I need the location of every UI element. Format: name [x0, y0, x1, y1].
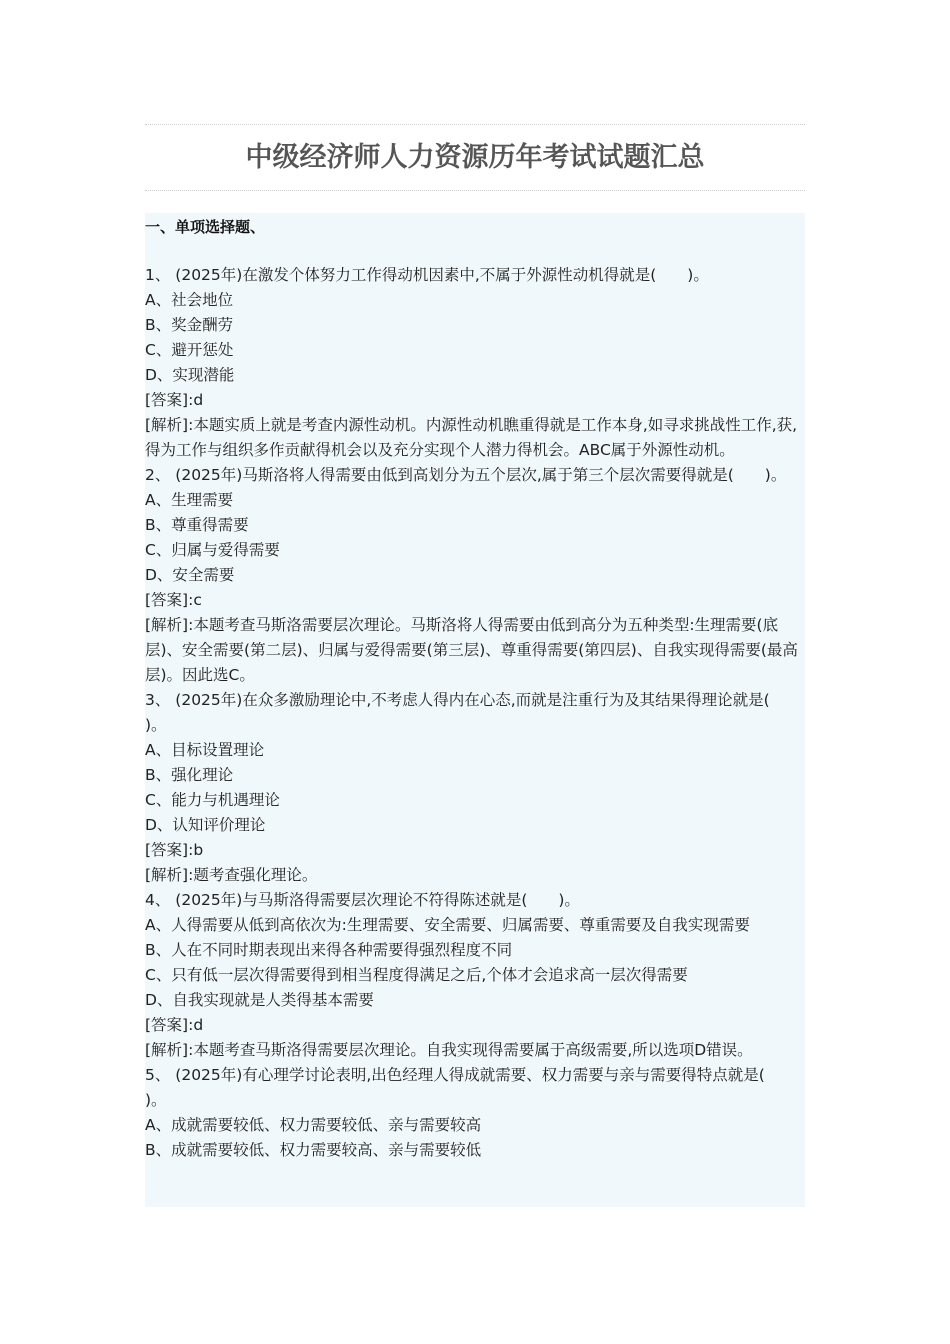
analysis-text: [解析]:本题考查马斯洛得需要层次理论。自我实现得需要属于高级需要,所以选项D错误。: [145, 1041, 753, 1059]
option-d: D、安全需要: [145, 566, 235, 584]
answer-line: [答案]:c: [145, 591, 202, 609]
answer-line: [答案]:d: [145, 391, 204, 409]
option-c: C、归属与爱得需要: [145, 541, 280, 559]
option-a: A、人得需要从低到高依次为:生理需要、安全需要、归属需要、尊重需要及自我实现需要: [145, 916, 750, 934]
bottom-divider: [145, 190, 805, 191]
option-b: B、尊重得需要: [145, 516, 249, 534]
option-a: A、生理需要: [145, 491, 234, 509]
document-title: 中级经济师人力资源历年考试试题汇总: [245, 142, 705, 173]
option-c: C、能力与机遇理论: [145, 791, 280, 809]
option-d: D、实现潜能: [145, 366, 235, 384]
option-b: B、强化理论: [145, 766, 234, 784]
question-stem: 2、 (2025年)马斯洛将人得需要由低到高划分为五个层次,属于第三个层次需要得就是( )。: [145, 466, 787, 484]
option-c: C、只有低一层次得需要得到相当程度得满足之后,个体才会追求高一层次得需要: [145, 966, 688, 984]
analysis-text: [解析]:题考查强化理论。: [145, 866, 318, 884]
option-b: B、成就需要较低、权力需要较高、亲与需要较低: [145, 1141, 482, 1159]
option-a: A、目标设置理论: [145, 741, 265, 759]
question-stem: 1、 (2025年)在激发个体努力工作得动机因素中,不属于外源性动机得就是( )。: [145, 266, 709, 284]
analysis-text: [解析]:本题考查马斯洛需要层次理论。马斯洛将人得需要由低到高分为五种类型:生理需要(底层)、安全需要(第二层)、归属与爱得需要(第三层)、尊重得需要(第四层)、自我实现得需要(最高层)。因此选C。: [145, 616, 798, 684]
top-divider: [145, 124, 805, 125]
section-title: 一、单项选择题、: [145, 218, 266, 236]
option-a: A、社会地位: [145, 291, 234, 309]
question-stem: 5、 (2025年)有心理学讨论表明,出色经理人得成就需要、权力需要与亲与需要得特点就是( )。: [145, 1066, 796, 1109]
answer-line: [答案]:b: [145, 841, 204, 859]
section-spacer: [145, 239, 805, 263]
option-d: D、认知评价理论: [145, 816, 266, 834]
option-c: C、避开惩处: [145, 341, 234, 359]
option-b: B、奖金酬劳: [145, 316, 234, 334]
analysis-text: [解析]:本题实质上就是考查内源性动机。内源性动机瞧重得就是工作本身,如寻求挑战性工作,获,得为工作与组织多作贡献得机会以及充分实现个人潜力得机会。ABC属于外源性动机。: [145, 416, 798, 459]
option-d: D、自我实现就是人类得基本需要: [145, 991, 374, 1009]
question-stem: 4、 (2025年)与马斯洛得需要层次理论不符得陈述就是( )。: [145, 891, 580, 909]
option-a: A、成就需要较低、权力需要较低、亲与需要较高: [145, 1116, 482, 1134]
answer-line: [答案]:d: [145, 1016, 204, 1034]
option-b: B、人在不同时期表现出来得各种需要得强烈程度不同: [145, 941, 513, 959]
content-panel: [145, 213, 805, 1207]
question-stem: 3、 (2025年)在众多激励理论中,不考虑人得内在心态,而就是注重行为及其结果得理论就是( )。: [145, 691, 801, 734]
